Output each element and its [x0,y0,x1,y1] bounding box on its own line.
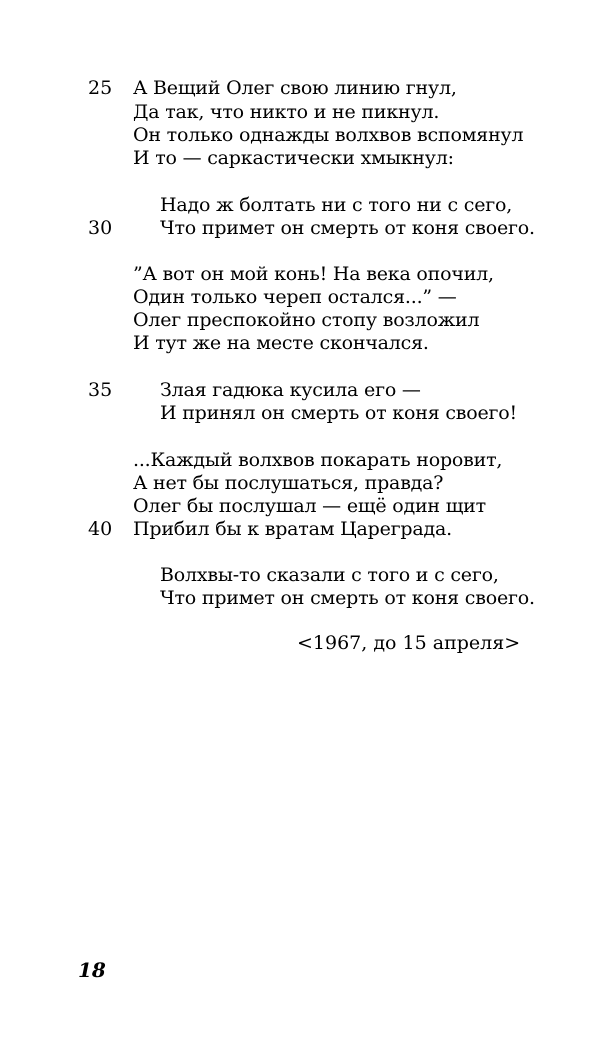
verse-line: А Вещий Олег свою линию гнул, [133,77,457,99]
verse-line: Один только череп остался...” — [133,286,457,308]
verse-line: Олег преспокойно стопу возложил [133,309,480,331]
line-number: 30 [88,217,113,239]
refrain-line: Злая гадюка кусила его — [160,379,421,401]
verse-line: И тут же на месте скончался. [133,332,429,354]
line-number: 40 [88,518,113,540]
verse-line: Он только однажды волхвов вспомянул [133,124,524,146]
refrain-line: Что примет он смерть от коня своего. [160,217,535,239]
refrain-line: Надо ж болтать ни с того ни с сего, [160,194,513,216]
verse-line: И то — саркастически хмыкнул: [133,147,454,169]
refrain-line: Что примет он смерть от коня своего. [160,587,535,609]
refrain-line: И принял он смерть от коня своего! [160,402,517,424]
page-number: 18 [78,958,106,982]
verse-line: Да так, что никто и не пикнул. [133,101,440,123]
verse-line: ”А вот он мой конь! На века опочил, [133,263,494,285]
verse-line: Прибил бы к вратам Цареграда. [133,518,452,540]
verse-line: Олег бы послушал — ещё один щит [133,495,486,517]
poem-date: <1967, до 15 апреля> [297,632,521,654]
line-number: 25 [88,77,113,99]
verse-line: ...Каждый волхвов покарать норовит, [133,449,503,471]
verse-line: А нет бы послушаться, правда? [133,472,444,494]
refrain-line: Волхвы-то сказали с того и с сего, [160,564,499,586]
line-number: 35 [88,379,113,401]
